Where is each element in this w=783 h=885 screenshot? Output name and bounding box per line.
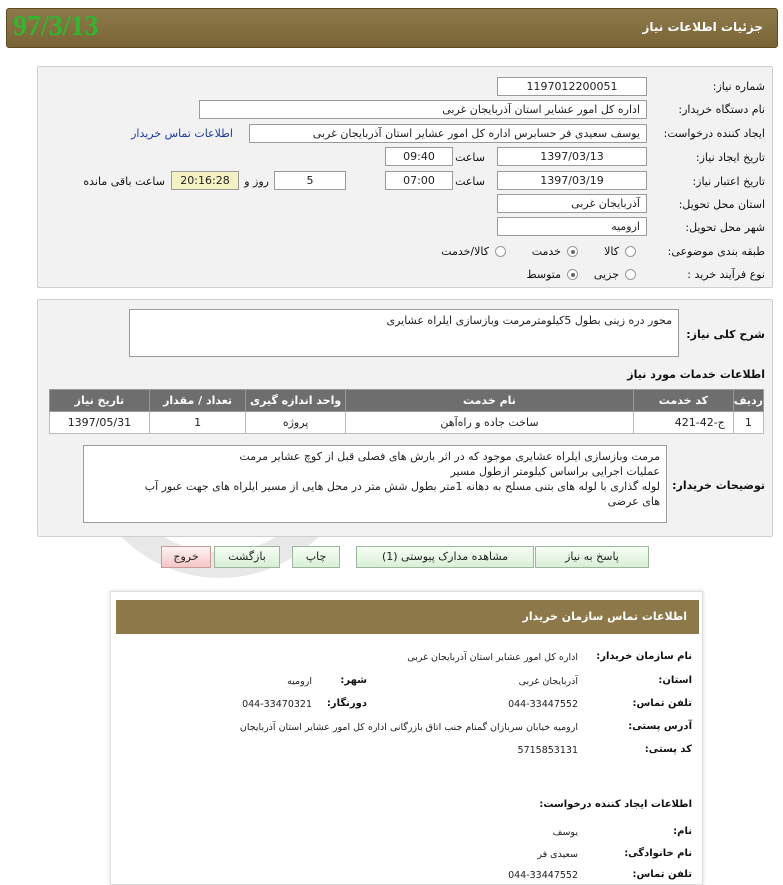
- buyer-notes-line: عملیات اجرایی براساس کیلومتر ازطول مسیر: [450, 465, 660, 478]
- cell-unit: پروژه: [246, 412, 346, 434]
- creator-section-title: اطلاعات ایجاد کننده درخواست:: [539, 799, 692, 810]
- purchase-option-medium: متوسط: [526, 268, 561, 281]
- contact-postal: 5715853131: [517, 745, 578, 756]
- requester-label: ایجاد کننده درخواست:: [663, 127, 765, 140]
- remaining-label: ساعت باقی مانده: [83, 175, 165, 188]
- created-date-field: 1397/03/13: [497, 147, 647, 166]
- table-row: [50, 412, 764, 434]
- exit-button[interactable]: خروج: [161, 546, 211, 568]
- print-button[interactable]: چاپ: [292, 546, 340, 568]
- need-number-field: 1197012200051: [497, 77, 647, 96]
- purchase-type-label: نوع فرآیند خرید :: [687, 268, 765, 281]
- created-time-field: 09:40: [385, 147, 453, 166]
- contact-org: اداره کل امور عشایر استان آذربایجان غربی: [407, 652, 578, 663]
- summary-label: شرح کلی نیاز:: [686, 328, 765, 341]
- purchase-radio-medium[interactable]: [567, 269, 578, 280]
- creator-family-label: نام خانوادگی:: [624, 848, 692, 859]
- province-label: استان محل تحویل:: [678, 198, 765, 211]
- col-code: کد خدمت: [634, 390, 734, 412]
- services-table: [49, 389, 764, 434]
- buyer-contact-card: [110, 591, 703, 885]
- contact-phone-label: تلفن تماس:: [632, 698, 692, 709]
- creator-phone: 044-33447552: [508, 870, 578, 881]
- category-radio-goods[interactable]: [625, 246, 636, 257]
- contact-city: ارومیه: [287, 676, 312, 687]
- category-option-both: کالا/خدمت: [441, 245, 489, 258]
- buyer-org-field: اداره کل امور عشایر استان آذربایجان غربی: [199, 100, 647, 119]
- cell-name: ساخت جاده و راه‌آهن: [345, 412, 633, 434]
- category-option-service: خدمت: [531, 245, 561, 258]
- cell-date: 1397/05/31: [50, 412, 150, 434]
- buyer-org-label: نام دستگاه خریدار:: [678, 103, 765, 116]
- created-date-label: تاریخ ایجاد نیاز:: [695, 151, 765, 164]
- contact-address: ارومیه خیابان سربازان گمنام جنب اتاق بازرگانی اداره کل امور عشایر استان آذربایجان: [239, 722, 578, 733]
- page-title: جزئیات اطلاعات نیاز: [642, 20, 763, 34]
- contact-fax-label: دورنگار:: [326, 698, 367, 709]
- page-header: [6, 8, 778, 48]
- validity-date-field: 1397/03/19: [497, 171, 647, 190]
- date-stamp: 97/3/13: [13, 11, 99, 42]
- creator-name-label: نام:: [673, 826, 692, 837]
- col-qty: تعداد / مقدار: [149, 390, 246, 412]
- days-label: روز و: [244, 175, 269, 188]
- contact-phone: 044-33447552: [508, 699, 578, 710]
- col-name: نام خدمت: [345, 390, 633, 412]
- creator-phone-label: تلفن تماس:: [632, 869, 692, 880]
- attachments-button[interactable]: مشاهده مدارک پیوستی (1): [356, 546, 534, 568]
- col-unit: واحد اندازه گیری: [246, 390, 346, 412]
- col-date: تاریخ نیاز: [50, 390, 150, 412]
- category-label: طبقه بندی موضوعی:: [667, 245, 765, 258]
- requester-field: یوسف سعیدی فر حسابرس اداره کل امور عشایر استان آذربایجان غربی: [249, 124, 647, 143]
- creator-name: یوسف: [552, 827, 578, 838]
- validity-time-field: 07:00: [385, 171, 453, 190]
- contact-org-label: نام سازمان خریدار:: [596, 651, 692, 662]
- contact-card-title: اطلاعات تماس سازمان خریدار: [116, 600, 699, 634]
- city-field: ارومیه: [497, 217, 647, 236]
- cell-code: ج-42-421: [634, 412, 734, 434]
- purchase-option-minor: جزیی: [593, 268, 619, 281]
- city-label: شهر محل تحویل:: [685, 221, 765, 234]
- purchase-radio-minor[interactable]: [625, 269, 636, 280]
- col-row: ردیف: [733, 390, 763, 412]
- days-field: 5: [274, 171, 346, 190]
- remaining-time-field: 20:16:28: [171, 171, 239, 190]
- contact-address-label: آدرس پستی:: [628, 721, 692, 732]
- buyer-contact-link[interactable]: اطلاعات تماس خریدار: [131, 127, 233, 140]
- cell-qty: 1: [149, 412, 246, 434]
- buyer-notes-line: های عرضی: [607, 495, 660, 508]
- category-radio-both[interactable]: [495, 246, 506, 257]
- contact-city-label: شهر:: [340, 675, 367, 686]
- validity-time-label: ساعت: [455, 175, 485, 188]
- creator-family: سعیدی فر: [537, 849, 578, 860]
- reply-button[interactable]: پاسخ به نیاز: [535, 546, 649, 568]
- buyer-notes-label: توضیحات خریدار:: [672, 479, 765, 492]
- created-time-label: ساعت: [455, 151, 485, 164]
- back-button[interactable]: بازگشت: [214, 546, 280, 568]
- category-option-goods: کالا: [604, 245, 619, 258]
- validity-date-label: تاریخ اعتبار نیاز:: [692, 175, 765, 188]
- buyer-notes-line: مرمت وبازسازی ایلراه عشایری موجود که در اثر بارش های فصلی قبل از کوچ عشایر مرمت: [239, 450, 660, 463]
- province-field: آذربایجان غربی: [497, 194, 647, 213]
- contact-province-label: استان:: [658, 675, 692, 686]
- contact-postal-label: کد پستی:: [644, 744, 692, 755]
- summary-text: محور دره زینی بطول 5کیلومترمرمت وبازسازی ایلراه عشایری: [129, 309, 679, 357]
- category-radio-service[interactable]: [567, 246, 578, 257]
- contact-province: آذربایجان غربی: [518, 676, 578, 687]
- cell-row: 1: [733, 412, 763, 434]
- buyer-notes-box: [83, 445, 667, 523]
- services-header-row: [50, 390, 764, 412]
- services-title: اطلاعات خدمات مورد نیاز: [627, 368, 765, 381]
- buyer-notes-line: لوله گذاری با لوله های بتنی مسلح به دهانه 1متر بطول شش متر در محل هایی از مسیر ایلراه های جهت عبور آب: [144, 480, 660, 493]
- need-number-label: شماره نیاز:: [712, 80, 765, 93]
- contact-fax: 044-33470321: [242, 699, 312, 710]
